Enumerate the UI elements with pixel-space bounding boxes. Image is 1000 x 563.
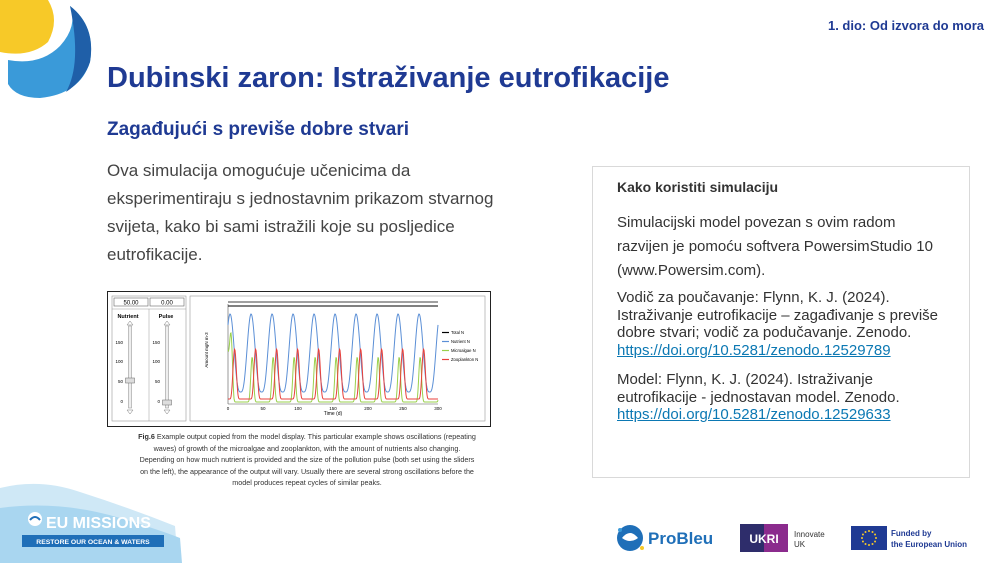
eu-star bbox=[862, 534, 864, 536]
pulse-slider-label: Pulse bbox=[158, 314, 174, 320]
pulse-tick: 0 bbox=[157, 399, 160, 404]
page-title: Dubinski zaron: Istraživanje eutrofikacije bbox=[107, 62, 670, 94]
teaching-guide-text: Vodič za poučavanje: Flynn, K. J. (2024). Istraživanje eutrofikacije – zagađivanje s previše dobre stvari; vodič za podučavanje. Zenodo. bbox=[617, 289, 938, 341]
ukri-mark: UKRI bbox=[749, 532, 779, 546]
caption-line: Example output copied from the model display. This particular example shows oscillations (repeating bbox=[154, 432, 476, 441]
eu-funded-line1: Funded by bbox=[891, 529, 932, 538]
pulse-value: 0.00 bbox=[161, 300, 173, 307]
caption-fig-label: Fig.6 bbox=[138, 432, 155, 441]
eu-star bbox=[872, 543, 874, 545]
legend-entry: Zooplankton N bbox=[451, 357, 479, 362]
innovate-line1: Innovate bbox=[794, 530, 825, 539]
eu-star bbox=[861, 537, 863, 539]
legend-entry: Microalgae N bbox=[451, 348, 476, 353]
eu-star bbox=[875, 537, 877, 539]
eu-funded-line2: the European Union bbox=[891, 540, 967, 549]
x-tick-label: 100 bbox=[294, 406, 302, 411]
x-tick-label: 300 bbox=[434, 406, 442, 411]
x-tick-label: 50 bbox=[260, 406, 266, 411]
caption-line: on the left), the appearance of the output will vary. Usually there are several strong oscillations before the bbox=[140, 466, 474, 476]
probleu-logo bbox=[614, 522, 724, 554]
innovate-uk-logo bbox=[740, 522, 840, 554]
eu-missions-logo bbox=[0, 478, 190, 563]
model-output-chart bbox=[108, 292, 489, 425]
part-label: 1. dio: Od izvora do mora bbox=[827, 18, 984, 33]
software-paragraph: Simulacijski model povezan s ovim radom razvijen je pomoću softvera PowersimStudio 10 (www.Powersim.com). bbox=[617, 214, 933, 279]
innovate-line2: UK bbox=[794, 540, 806, 549]
legend-entry: Nutrient N bbox=[451, 339, 470, 344]
page-subtitle: Zagađujući s previše dobre stvari bbox=[107, 119, 409, 140]
eu-star bbox=[862, 541, 864, 543]
x-tick-label: 0 bbox=[226, 406, 230, 411]
mission-ocean-logo bbox=[0, 0, 110, 110]
eu-star bbox=[872, 531, 874, 533]
model-reference-text: Model: Flynn, K. J. (2024). Istraživanje eutrofikacije - jednostavan model. Zenodo. bbox=[617, 371, 900, 406]
nutrient-value: 50.00 bbox=[123, 300, 139, 307]
eu-missions-title: EU MISSIONS bbox=[46, 515, 151, 532]
caption-line: waves) of growth of the microalgae and zooplankton, with the amount of nutrients also changing. bbox=[153, 443, 461, 453]
model-link[interactable]: https://doi.org/10.5281/zenodo.12529633 bbox=[617, 406, 891, 423]
pulse-tick: 150 bbox=[152, 340, 160, 345]
pulse-tick: 50 bbox=[154, 379, 160, 384]
teaching-guide-link[interactable]: https://doi.org/10.5281/zenodo.12529789 bbox=[617, 341, 891, 359]
model-output-figure bbox=[107, 291, 491, 427]
y-axis-label: Amount mgN m-3 bbox=[204, 332, 209, 368]
caption-line: Depending on how much nutrient is provided and the size of the pollution pulse (both set using the sliders bbox=[139, 455, 475, 465]
x-tick-label: 200 bbox=[364, 406, 372, 411]
caption-line: model produces repeat cycles of similar peaks. bbox=[232, 478, 382, 488]
x-tick-label: 150 bbox=[329, 406, 337, 411]
eu-star bbox=[868, 544, 870, 546]
eu-star bbox=[874, 541, 876, 543]
eu-star bbox=[865, 543, 867, 545]
legend-entry: Total N bbox=[451, 330, 465, 335]
nutrient-tick: 100 bbox=[115, 359, 123, 364]
teaching-guide-reference bbox=[617, 289, 945, 359]
model-reference bbox=[617, 371, 945, 424]
how-to-use-heading: Kako koristiti simulaciju bbox=[617, 179, 779, 195]
eu-star bbox=[868, 530, 870, 532]
eu-missions-subtitle: RESTORE OUR OCEAN & WATERS bbox=[36, 539, 150, 546]
x-tick-label: 250 bbox=[399, 406, 407, 411]
eu-funded-logo bbox=[851, 522, 981, 554]
nutrient-slider-label: Nutrient bbox=[117, 314, 139, 320]
nutrient-tick: 50 bbox=[117, 379, 123, 384]
nutrient-tick: 150 bbox=[115, 340, 123, 345]
probleu-text: ProBleu bbox=[648, 529, 714, 548]
eu-star bbox=[874, 534, 876, 536]
x-axis-label: Time (d) bbox=[323, 411, 343, 417]
nutrient-tick: 0 bbox=[120, 399, 123, 404]
eu-star bbox=[865, 531, 867, 533]
intro-text: Ova simulacija omogućuje učenicima da eksperimentiraju s jednostavnim prikazom stvarnog svijeta, kako bi sami istražili koje su posljedice eutrofikacije. bbox=[107, 161, 494, 264]
how-to-use-box bbox=[592, 166, 970, 478]
pulse-tick: 100 bbox=[152, 359, 160, 364]
